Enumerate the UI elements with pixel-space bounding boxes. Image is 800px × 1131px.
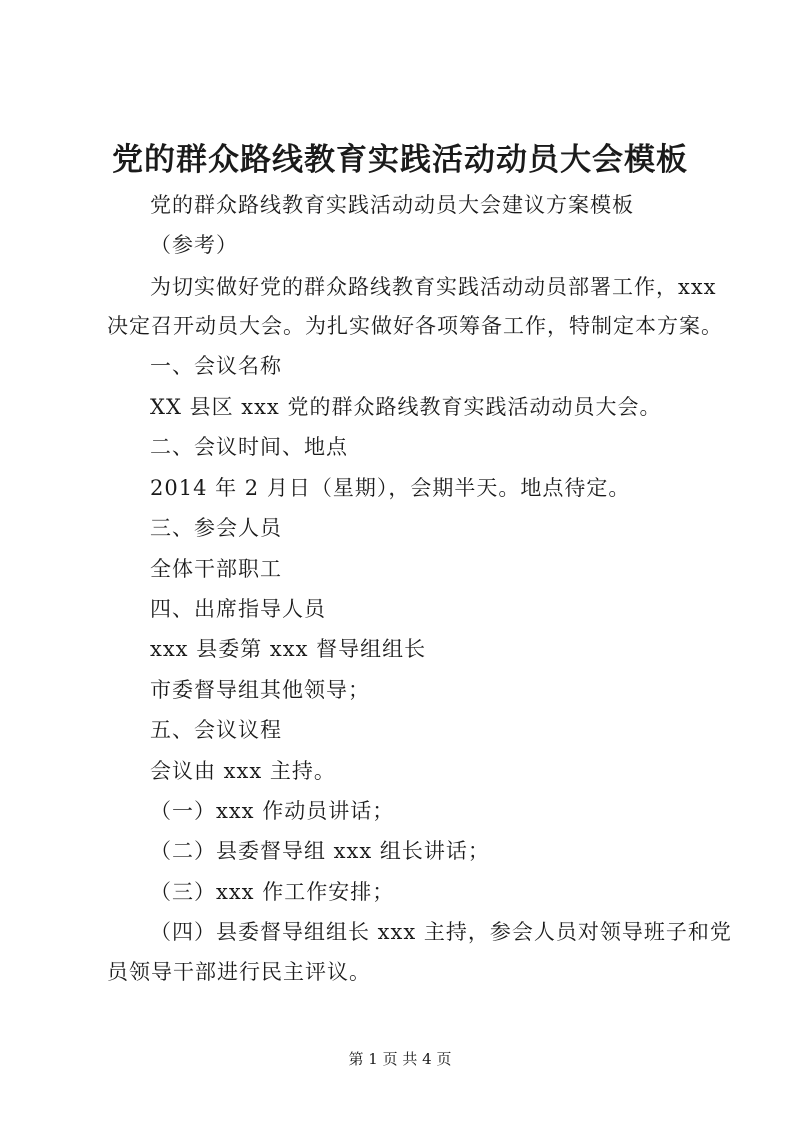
section-heading: 一、会议名称 <box>150 354 282 378</box>
section-heading: 三、参会人员 <box>150 516 282 540</box>
agenda-item-continuation: 员领导干部进行民主评议。 <box>107 960 371 984</box>
agenda-item: （二）县委督导组 xxx 组长讲话； <box>150 839 490 863</box>
paragraph-line: 决定召开动员大会。为扎实做好各项筹备工作，特制定本方案。 <box>107 314 723 338</box>
section-heading: 五、会议议程 <box>150 718 282 742</box>
paragraph-line: 市委督导组其他领导； <box>150 678 370 702</box>
agenda-item: （三）xxx 作工作安排； <box>150 880 395 904</box>
paragraph-line: xxx 县委第 xxx 督导组组长 <box>150 637 427 661</box>
agenda-item: （一）xxx 作动员讲话； <box>150 799 395 823</box>
paragraph-line: 2014 年 2 月日（星期），会期半天。地点待定。 <box>150 476 631 500</box>
reference-note: （参考） <box>150 233 238 257</box>
section-heading: 四、出席指导人员 <box>150 597 326 621</box>
section-heading: 二、会议时间、地点 <box>150 435 348 459</box>
paragraph-line: 为切实做好党的群众路线教育实践活动动员部署工作，xxx <box>150 275 717 299</box>
subtitle-line: 党的群众路线教育实践活动动员大会建议方案模板 <box>150 193 634 217</box>
paragraph-line: 会议由 xxx 主持。 <box>150 759 336 783</box>
page-footer: 第 1 页 共 4 页 <box>348 1050 452 1068</box>
paragraph-line: XX 县区 xxx 党的群众路线教育实践活动动员大会。 <box>150 395 662 419</box>
document-title: 党的群众路线教育实践活动动员大会模板 <box>112 142 688 178</box>
agenda-item: （四）县委督导组组长 xxx 主持，参会人员对领导班子和党 <box>150 920 732 944</box>
paragraph-line: 全体干部职工 <box>150 557 282 581</box>
